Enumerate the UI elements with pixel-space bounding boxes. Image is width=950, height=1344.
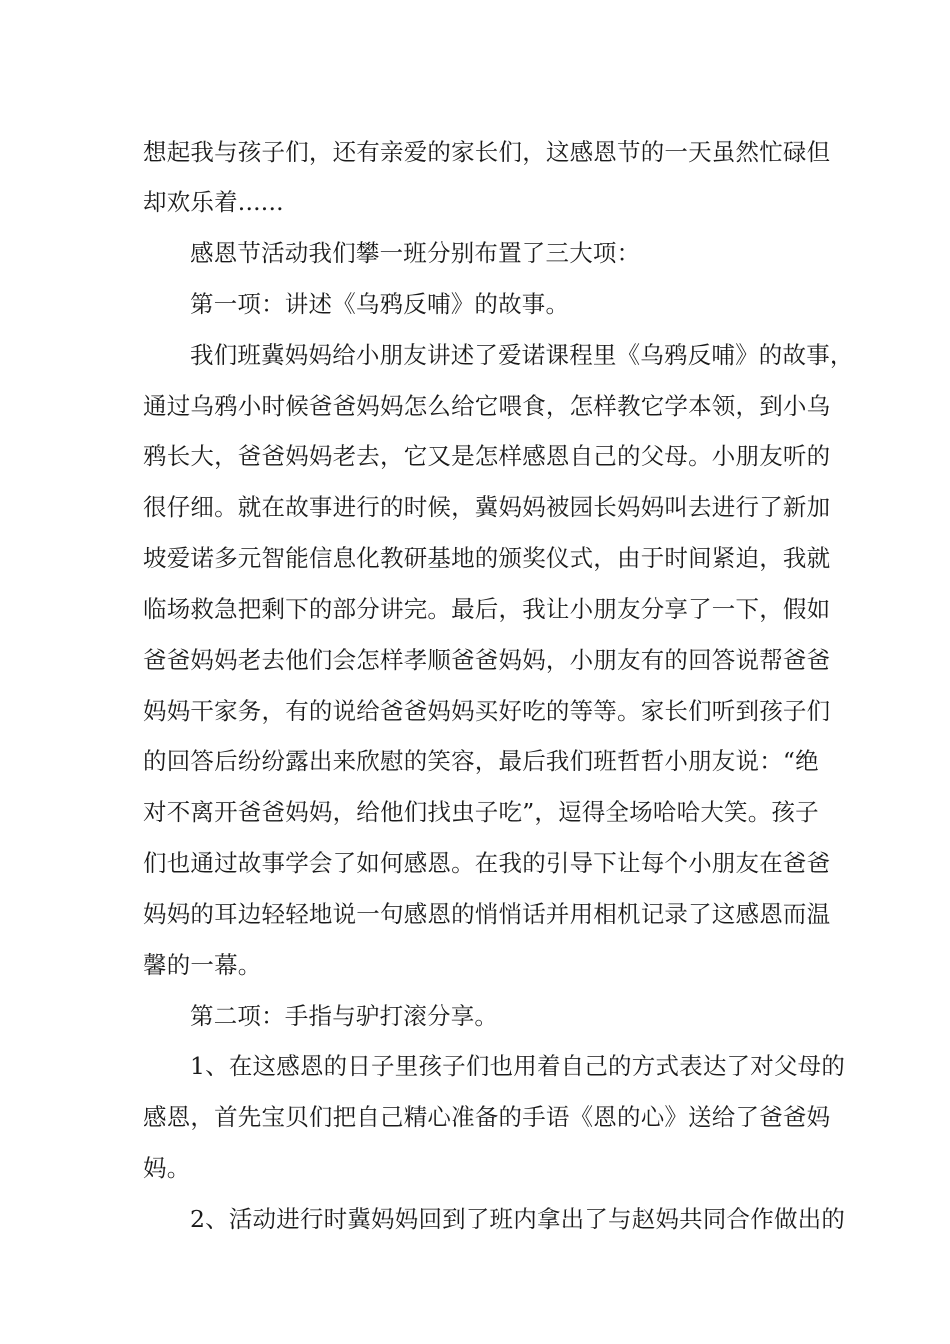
text-line: 想起我与孩子们，还有亲爱的家长们，这感恩节的一天虽然忙碌但 — [143, 138, 831, 166]
text-line: 感恩，首先宝贝们把自己精心准备的手语《恩的心》送给了爸爸妈 — [143, 1103, 831, 1131]
text-line: 通过乌鸦小时候爸爸妈妈怎么给它喂食，怎样教它学本领，到小乌 — [143, 392, 831, 420]
text-line: 对不离开爸爸妈妈，给他们找虫子吃”，逗得全场哈哈大笑。孩子 — [143, 798, 819, 826]
text-line: 的回答后纷纷露出来欣慰的笑容，最后我们班哲哲小朋友说：“绝 — [143, 747, 819, 775]
text-line: 爸爸妈妈老去他们会怎样孝顺爸爸妈妈，小朋友有的回答说帮爸爸 — [143, 646, 831, 674]
text-line: 却欢乐着...... — [143, 188, 284, 216]
paragraph-line: 感恩节活动我们攀一班分别布置了三大项： — [190, 239, 641, 267]
section-heading: 第一项：讲述《乌鸦反哺》的故事。 — [190, 290, 570, 318]
text-line: 很仔细。就在故事进行的时候，冀妈妈被园长妈妈叫去进行了新加 — [143, 493, 831, 521]
text-line: 们也通过故事学会了如何感恩。在我的引导下让每个小朋友在爸爸 — [143, 849, 831, 877]
text-line: 妈妈的耳边轻轻地说一句感恩的悄悄话并用相机记录了这感恩而温 — [143, 900, 831, 928]
paragraph-line: 1、在这感恩的日子里孩子们也用着自己的方式表达了对父母的 — [190, 1052, 846, 1080]
text-line: 临场救急把剩下的部分讲完。最后，我让小朋友分享了一下，假如 — [143, 595, 831, 623]
text-line: 鸦长大，爸爸妈妈老去，它又是怎样感恩自己的父母。小朋友听的 — [143, 442, 831, 470]
section-heading: 第二项：手指与驴打滚分享。 — [190, 1002, 499, 1030]
text-line: 妈妈干家务，有的说给爸爸妈妈买好吃的等等。家长们听到孩子们 — [143, 697, 831, 725]
text-line: 妈。 — [143, 1154, 191, 1182]
text-line: 坡爱诺多元智能信息化教研基地的颁奖仪式，由于时间紧迫，我就 — [143, 544, 831, 572]
paragraph-line: 2、活动进行时冀妈妈回到了班内拿出了与赵妈共同合作做出的 — [190, 1205, 846, 1233]
text-line: 馨的一幕。 — [143, 951, 262, 979]
paragraph-line: 我们班冀妈妈给小朋友讲述了爱诺课程里《乌鸦反哺》的故事， — [190, 341, 854, 369]
